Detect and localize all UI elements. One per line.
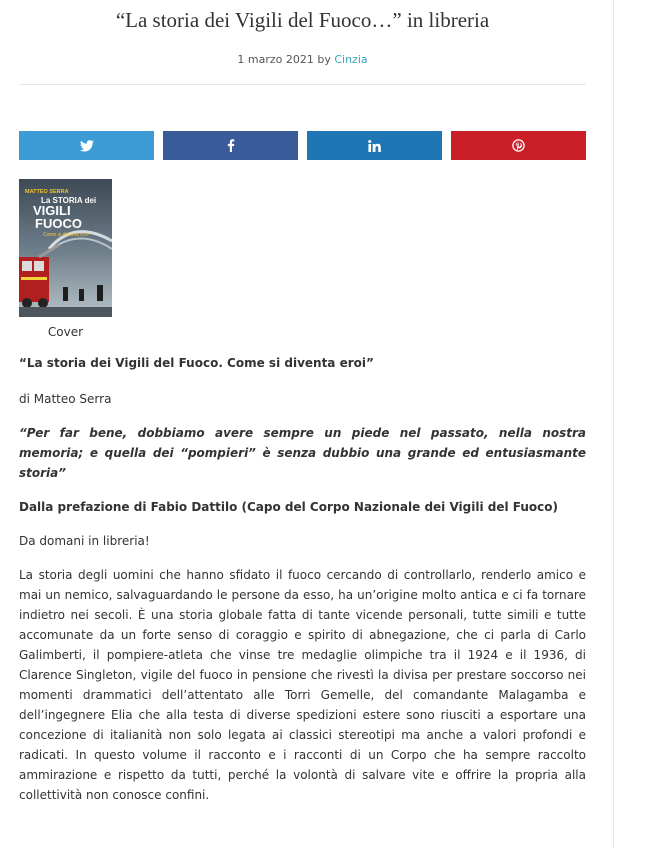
header-divider [19,84,586,85]
book-title: “La storia dei Vigili del Fuoco. Come si diventa eroi” [19,356,374,370]
cover-title-line3: FUOCO [35,216,82,231]
book-figure [19,179,112,339]
article-meta [19,53,586,67]
pinterest-share-button[interactable] [451,131,586,160]
book-cover-image [19,179,112,317]
preface-quote: “Per far bene, dobbiamo avere sempre un piede nel passato, nella nostra memoria; e quella dei “pompieri” è senza dubbio una grande ed entusiasmante storia” [19,426,586,480]
article-date: 1 marzo 2021 [237,53,314,66]
preface-attribution: Dalla prefazione di Fabio Dattilo (Capo del Corpo Nazionale dei Vigili del Fuoco) [19,500,559,514]
pinterest-icon [512,139,525,152]
book-description: La storia degli uomini che hanno sfidato il fuoco cercando di controllarlo, renderlo amico e mai un nemico, salvaguardando le persone da esso, ha un’origine molto antica e ci fa tornare indietro nei secoli. È una storia globale fatta di tante vicende personali, tutte simili e tutte accomunate da un forte senso di coraggio e spirito di abnegazione, che ci parla di Carlo Galimberti, il pompiere-atleta che vinse tre medaglie olimpiche tra il 1924 e il 1936, di Clarence Singleton, vigile del fuoco in pensione che rivestì la divisa per prestare soccorso nei momenti drammatici dell’attentato alle Torri Gemelle, del comandante Malagamba e dell’ingegnere Elia che alla testa di diverse spedizioni estere sono riusciti a esportare una concezione di italianità non solo legata ai classici stereotipi ma anche a valori profondi e radicati. In questo volume il racconto e i racconti di un Corpo che ha sempre raccolto ammirazione e rispetto da tutti, perché la volontà di salvare vite e offrire la propria alla collettività non conosce confini. [19,568,586,802]
facebook-share-button[interactable] [163,131,298,160]
cover-author: MATTEO SERRA [25,189,69,195]
linkedin-share-button[interactable] [307,131,442,160]
sidebar-divider [613,0,614,848]
article-title: “La storia dei Vigili del Fuoco…” in libreria [115,8,490,32]
cover-title-line2: VIGILI [33,203,71,218]
book-author: di Matteo Serra [19,392,112,406]
author-link[interactable]: Cinzia [334,53,368,66]
cover-subtitle: Come si diventa eroi [43,232,89,238]
twitter-icon [80,140,94,152]
facebook-icon [227,139,235,152]
cover-caption: Cover [47,325,84,339]
cover-title-line1: La STORIA dei [41,196,97,205]
twitter-share-button[interactable] [19,131,154,160]
linkedin-icon [368,140,381,152]
article [19,0,586,805]
share-bar [19,131,586,160]
article-by: by [317,53,331,66]
release-note: Da domani in libreria! [19,534,150,548]
